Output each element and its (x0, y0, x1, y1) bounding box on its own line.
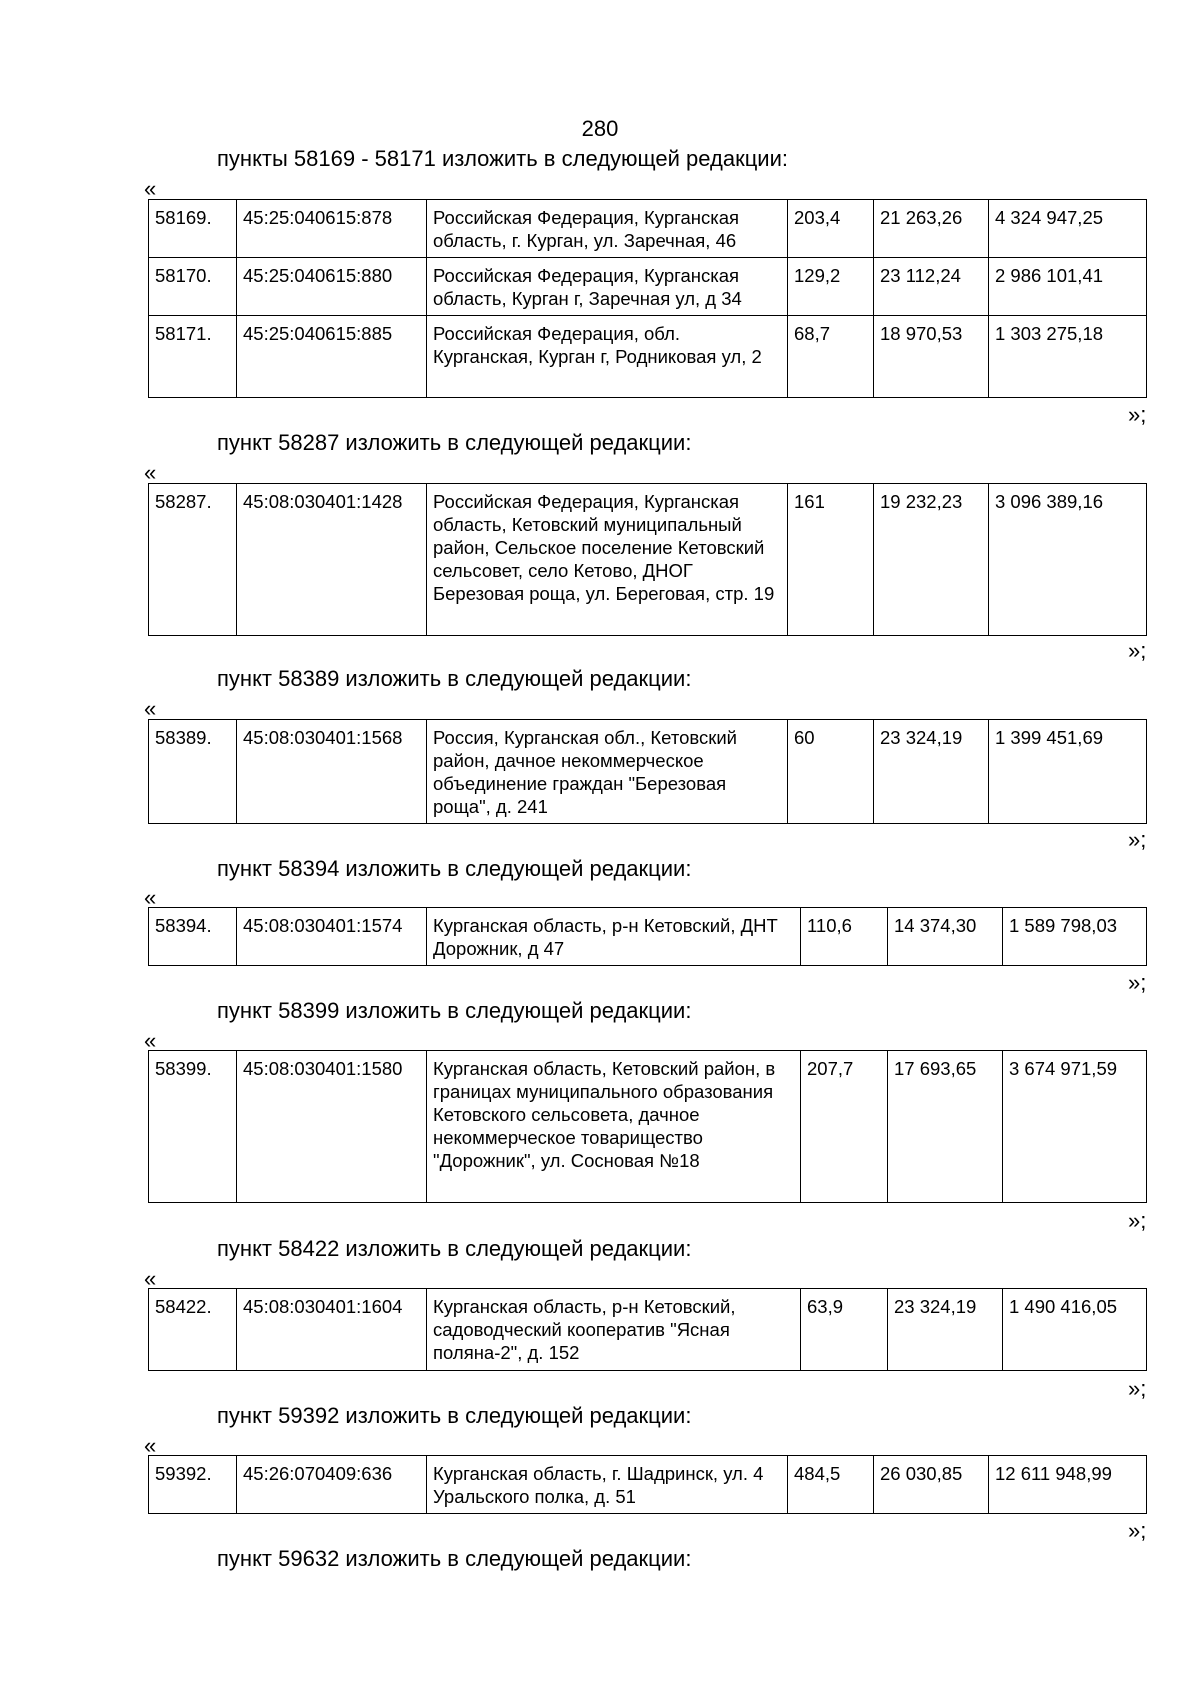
table-row (149, 908, 1147, 966)
table-row (149, 1051, 1147, 1203)
address: Курганская область, р-н Кетовский, ДНТ Дорожник, д 47 (427, 908, 801, 966)
area: 203,4 (788, 200, 874, 258)
amendment-heading: пункт 59392 изложить в следующей редакции: (217, 1403, 692, 1428)
closing-quote: »; (1128, 1376, 1147, 1401)
page-number: 280 (581, 116, 619, 141)
unit-price: 21 263,26 (874, 200, 989, 258)
area: 484,5 (788, 1456, 874, 1514)
closing-quote: »; (1128, 1518, 1147, 1543)
cadastral-value: 3 096 389,16 (989, 484, 1147, 636)
unit-price: 23 112,24 (874, 258, 989, 316)
area: 129,2 (788, 258, 874, 316)
row-number: 58169. (149, 200, 237, 258)
opening-quote: « (144, 1028, 157, 1053)
closing-quote: »; (1128, 1208, 1147, 1233)
table-row (149, 720, 1147, 824)
row-number: 58399. (149, 1051, 237, 1203)
table-row (149, 1289, 1147, 1371)
address: Курганская область, р-н Кетовский, садоводческий кооператив "Ясная поляна-2", д. 152 (427, 1289, 801, 1371)
registry-table (148, 483, 1147, 636)
area: 207,7 (801, 1051, 888, 1203)
cadastral-number: 45:08:030401:1604 (237, 1289, 427, 1371)
amendment-heading: пункт 59632 изложить в следующей редакции: (217, 1546, 692, 1571)
row-number: 58171. (149, 316, 237, 398)
cadastral-number: 45:08:030401:1580 (237, 1051, 427, 1203)
cadastral-number: 45:26:070409:636 (237, 1456, 427, 1514)
closing-quote: »; (1128, 827, 1147, 852)
row-number: 58422. (149, 1289, 237, 1371)
cadastral-number: 45:25:040615:880 (237, 258, 427, 316)
opening-quote: « (144, 176, 157, 201)
amendment-heading: пункт 58394 изложить в следующей редакции: (217, 856, 692, 881)
row-number: 58389. (149, 720, 237, 824)
registry-table (148, 1455, 1147, 1514)
cadastral-number: 45:08:030401:1568 (237, 720, 427, 824)
amendment-heading: пункт 58287 изложить в следующей редакции: (217, 430, 692, 455)
unit-price: 26 030,85 (874, 1456, 989, 1514)
unit-price: 14 374,30 (888, 908, 1003, 966)
table-row (149, 484, 1147, 636)
address: Российская Федерация, Курганская область, г. Курган, ул. Заречная, 46 (427, 200, 788, 258)
registry-table (148, 1288, 1147, 1371)
area: 60 (788, 720, 874, 824)
address: Россия, Курганская обл., Кетовский район, дачное некоммерческое объединение граждан "Березовая роща", д. 241 (427, 720, 788, 824)
unit-price: 23 324,19 (874, 720, 989, 824)
cadastral-value: 1 490 416,05 (1003, 1289, 1147, 1371)
area: 63,9 (801, 1289, 888, 1371)
amendment-heading: пункт 58422 изложить в следующей редакции: (217, 1236, 692, 1261)
address: Российская Федерация, обл. Курганская, Курган г, Родниковая ул, 2 (427, 316, 788, 398)
row-number: 58394. (149, 908, 237, 966)
address: Курганская область, Кетовский район, в границах муниципального образования Кетовского сельсовета, дачное некоммерческое товарищество "Дорожник", ул. Сосновая №18 (427, 1051, 801, 1203)
cadastral-number: 45:08:030401:1428 (237, 484, 427, 636)
address: Курганская область, г. Шадринск, ул. 4 Уральского полка, д. 51 (427, 1456, 788, 1514)
cadastral-number: 45:25:040615:885 (237, 316, 427, 398)
cadastral-value: 1 303 275,18 (989, 316, 1147, 398)
closing-quote: »; (1128, 638, 1147, 663)
registry-table (148, 199, 1147, 398)
table-row (149, 1456, 1147, 1514)
cadastral-value: 12 611 948,99 (989, 1456, 1147, 1514)
closing-quote: »; (1128, 402, 1147, 427)
unit-price: 23 324,19 (888, 1289, 1003, 1371)
table-row (149, 200, 1147, 258)
area: 68,7 (788, 316, 874, 398)
registry-table (148, 1050, 1147, 1203)
amendment-heading: пункты 58169 - 58171 изложить в следующей редакции: (217, 146, 789, 171)
cadastral-number: 45:08:030401:1574 (237, 908, 427, 966)
cadastral-value: 1 399 451,69 (989, 720, 1147, 824)
registry-table (148, 907, 1147, 966)
address: Российская Федерация, Курганская область, Курган г, Заречная ул, д 34 (427, 258, 788, 316)
address: Российская Федерация, Курганская область, Кетовский муниципальный район, Сельское поселение Кетовский сельсовет, село Кетово, ДНОГ Березовая роща, ул. Береговая, стр. 19 (427, 484, 788, 636)
cadastral-value: 1 589 798,03 (1003, 908, 1147, 966)
unit-price: 19 232,23 (874, 484, 989, 636)
closing-quote: »; (1128, 970, 1147, 995)
table-row (149, 258, 1147, 316)
cadastral-number: 45:25:040615:878 (237, 200, 427, 258)
table-row (149, 316, 1147, 398)
amendment-heading: пункт 58389 изложить в следующей редакции: (217, 666, 692, 691)
cadastral-value: 3 674 971,59 (1003, 1051, 1147, 1203)
opening-quote: « (144, 1433, 157, 1458)
cadastral-value: 4 324 947,25 (989, 200, 1147, 258)
cadastral-value: 2 986 101,41 (989, 258, 1147, 316)
area: 161 (788, 484, 874, 636)
row-number: 58287. (149, 484, 237, 636)
area: 110,6 (801, 908, 888, 966)
row-number: 58170. (149, 258, 237, 316)
amendment-heading: пункт 58399 изложить в следующей редакции: (217, 998, 692, 1023)
row-number: 59392. (149, 1456, 237, 1514)
opening-quote: « (144, 1266, 157, 1291)
opening-quote: « (144, 885, 157, 910)
opening-quote: « (144, 460, 157, 485)
unit-price: 18 970,53 (874, 316, 989, 398)
unit-price: 17 693,65 (888, 1051, 1003, 1203)
opening-quote: « (144, 696, 157, 721)
registry-table (148, 719, 1147, 824)
